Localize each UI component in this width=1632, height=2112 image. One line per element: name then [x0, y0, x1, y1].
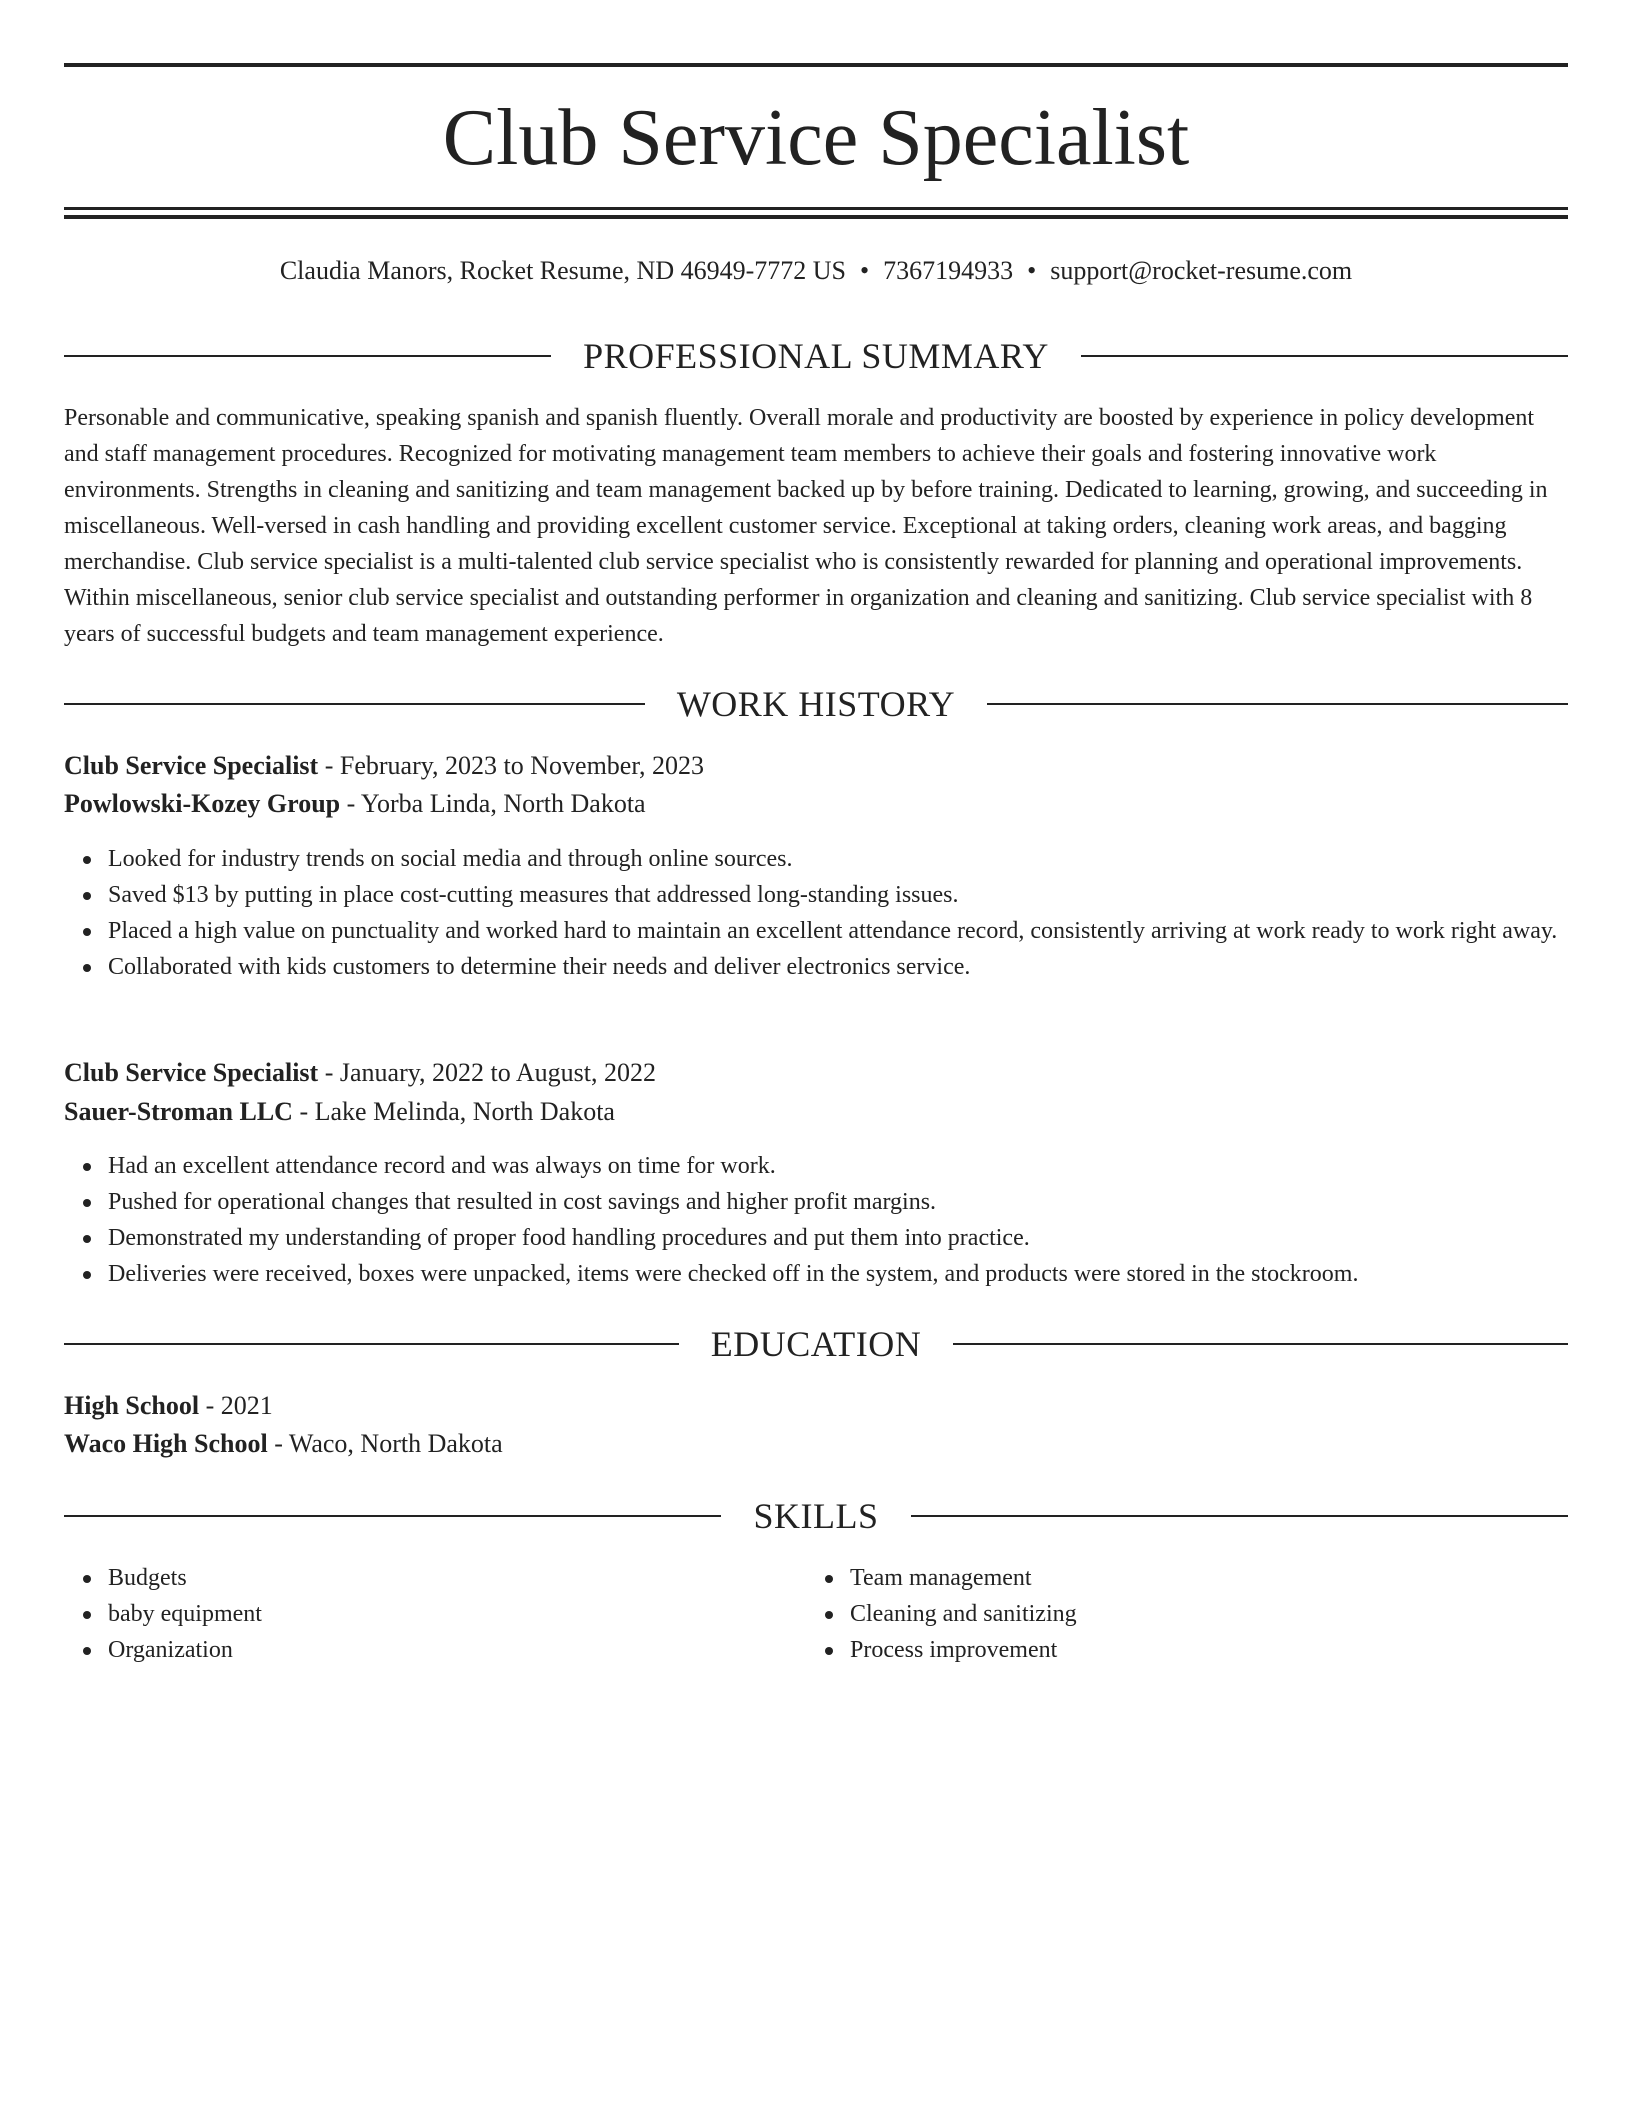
- job-location: - Yorba Linda, North Dakota: [340, 789, 646, 818]
- section-heading-work-history: [64, 680, 1568, 728]
- education-school: Waco High School: [64, 1429, 268, 1458]
- section-title: WORK HISTORY: [645, 684, 987, 724]
- section-title: EDUCATION: [679, 1324, 953, 1364]
- list-item: Cleaning and sanitizing: [850, 1596, 1506, 1632]
- title-rule-lower: [64, 215, 1568, 219]
- list-item: Demonstrated my understanding of proper food handling procedures and put them into practice.: [108, 1220, 1568, 1256]
- list-item: Pushed for operational changes that resulted in cost savings and higher profit margins.: [108, 1184, 1568, 1220]
- education-degree: High School: [64, 1391, 200, 1420]
- contact-line: [64, 253, 1568, 289]
- job-company-line: [64, 1094, 615, 1130]
- list-item: baby equipment: [108, 1596, 764, 1632]
- list-item: Process improvement: [850, 1632, 1506, 1668]
- skills-list: [64, 1560, 764, 1668]
- job-title-line: [64, 748, 704, 784]
- section-heading-education: [64, 1320, 1568, 1368]
- list-item: Organization: [108, 1632, 764, 1668]
- job-title: Club Service Specialist: [64, 1058, 319, 1087]
- job-bullets: [64, 1148, 1568, 1292]
- contact-email: support@rocket-resume.com: [1050, 256, 1353, 285]
- job-title: Club Service Specialist: [64, 751, 319, 780]
- job-dates: - February, 2023 to November, 2023: [318, 751, 704, 780]
- list-item: Collaborated with kids customers to determine their needs and deliver electronics service.: [108, 949, 1568, 985]
- job-company: Powlowski-Kozey Group: [64, 789, 341, 818]
- skills-column-left: [64, 1560, 764, 1668]
- contact-separator: •: [1027, 256, 1037, 285]
- job-dates: - January, 2022 to August, 2022: [318, 1058, 656, 1087]
- page-title: Club Service Specialist: [442, 94, 1190, 182]
- job-bullets: [64, 841, 1568, 985]
- section-title: PROFESSIONAL SUMMARY: [551, 336, 1081, 376]
- list-item: Saved $13 by putting in place cost-cutting measures that addressed long-standing issues.: [108, 877, 1568, 913]
- skills-list: [806, 1560, 1506, 1668]
- education-degree-line: [64, 1388, 273, 1424]
- contact-separator: •: [860, 256, 870, 285]
- education-location: - Waco, North Dakota: [267, 1429, 503, 1458]
- contact-phone: 7367194933: [883, 256, 1014, 285]
- job-company: Sauer-Stroman LLC: [64, 1097, 293, 1126]
- title-rule-upper: [64, 207, 1568, 210]
- section-heading-summary: [64, 332, 1568, 380]
- list-item: Placed a high value on punctuality and worked hard to maintain an excellent attendance record, consistently arriving at work ready to work right away.: [108, 913, 1568, 949]
- section-title: SKILLS: [721, 1496, 910, 1536]
- top-rule: [64, 63, 1568, 67]
- summary-text: Personable and communicative, speaking spanish and spanish fluently. Overall morale and productivity are boosted by experience in policy development and staff management procedures. Recognized for motivating management team members to achieve their goals and fostering innovative work environments. Strengths in cleaning and sanitizing and team management backed up by before training. Dedicated to learning, growing, and succeeding in miscellaneous. Well-versed in cash handling and providing excellent customer service. Exceptional at taking orders, cleaning work areas, and bagging merchandise. Club service specialist is a multi-talented club service specialist who is consistently rewarded for planning and operational improvements. Within miscellaneous, senior club service specialist and outstanding performer in organization and cleaning and sanitizing. Club service specialist with 8 years of successful budgets and team management experience.: [64, 405, 1548, 647]
- education-school-line: [64, 1426, 503, 1462]
- list-item: Looked for industry trends on social media and through online sources.: [108, 841, 1568, 877]
- job-location: - Lake Melinda, North Dakota: [292, 1097, 615, 1126]
- contact-address: Claudia Manors, Rocket Resume, ND 46949-7772 US: [279, 256, 847, 285]
- list-item: Budgets: [108, 1560, 764, 1596]
- section-heading-skills: [64, 1492, 1568, 1540]
- list-item: Deliveries were received, boxes were unpacked, items were checked off in the system, and products were stored in the stockroom.: [108, 1256, 1568, 1292]
- skills-column-right: [806, 1560, 1506, 1668]
- education-year: - 2021: [199, 1391, 273, 1420]
- list-item: Team management: [850, 1560, 1506, 1596]
- job-company-line: [64, 786, 646, 822]
- list-item: Had an excellent attendance record and was always on time for work.: [108, 1148, 1568, 1184]
- job-title-line: [64, 1055, 656, 1091]
